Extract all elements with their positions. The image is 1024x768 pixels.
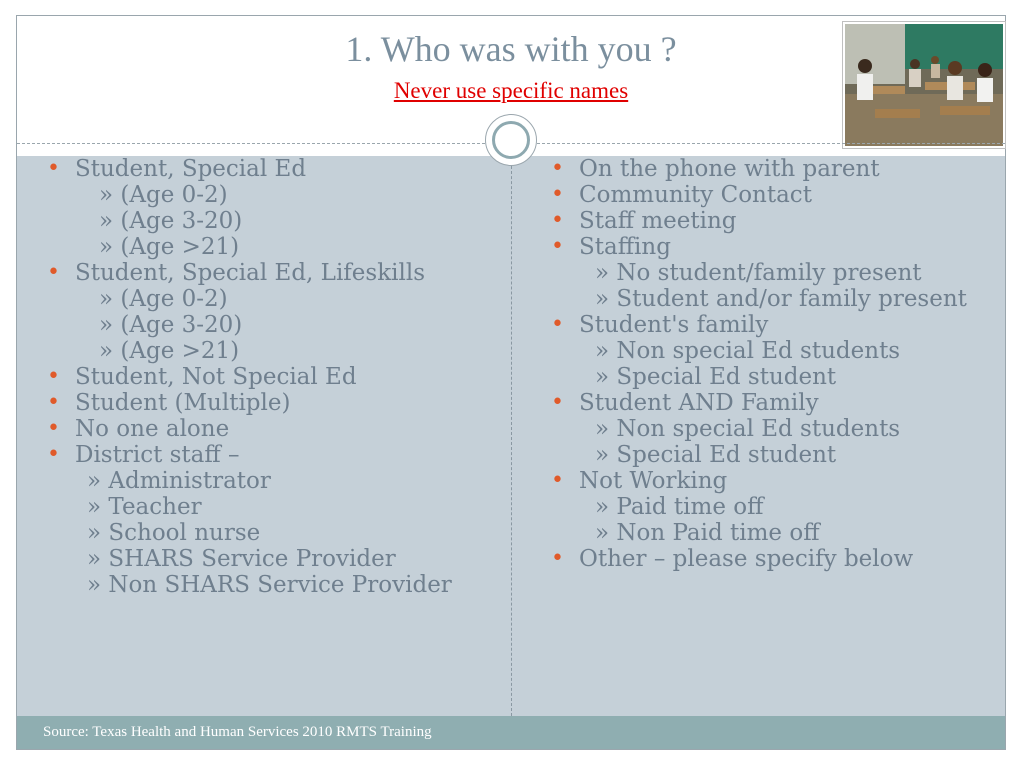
list-item: • Staffing <box>549 234 967 260</box>
slide-frame <box>16 15 1006 750</box>
list-subitem: » Non Paid time off <box>595 520 820 546</box>
list-item: • Student, Special Ed <box>45 156 452 182</box>
list-item: • Student AND Family <box>549 390 967 416</box>
list-subitem: » Teacher <box>87 494 202 520</box>
list-item: • Not Working <box>549 468 967 494</box>
list-item: • Community Contact <box>549 182 967 208</box>
list-item: • Student, Special Ed, Lifeskills <box>45 260 452 286</box>
list-subitem: » No student/family present <box>595 260 922 286</box>
left-column-list <box>45 156 452 598</box>
list-item: • Staff meeting <box>549 208 967 234</box>
list-subitem: » (Age 3-20) <box>99 208 243 234</box>
list-subitem: » Student and/or family present <box>595 286 967 312</box>
list-subitem: » Special Ed student <box>595 442 837 468</box>
classroom-photo <box>843 22 1005 148</box>
list-subitem: » SHARS Service Provider <box>87 546 396 572</box>
slide-title: 1. Who was with you ? <box>345 29 677 69</box>
list-item: • Student's family <box>549 312 967 338</box>
slide-subtitle: Never use specific names <box>393 78 629 103</box>
list-item: • Student, Not Special Ed <box>45 364 452 390</box>
list-subitem: » (Age 0-2) <box>99 182 228 208</box>
list-subitem: » (Age 0-2) <box>99 286 228 312</box>
list-subitem: » Non special Ed students <box>595 416 901 442</box>
list-item: • Other – please specify below <box>549 546 967 572</box>
list-item: • District staff – <box>45 442 452 468</box>
list-subitem: » Administrator <box>87 468 271 494</box>
list-subitem: » Non SHARS Service Provider <box>87 572 452 598</box>
list-subitem: » (Age 3-20) <box>99 312 243 338</box>
right-column-list <box>549 156 967 572</box>
list-item: • On the phone with parent <box>549 156 967 182</box>
list-subitem: » Paid time off <box>595 494 764 520</box>
circle-ornament <box>485 114 537 166</box>
slide-footer <box>17 716 1005 749</box>
column-divider <box>511 156 512 716</box>
list-subitem: » School nurse <box>87 520 261 546</box>
list-item: • No one alone <box>45 416 452 442</box>
list-subitem: » (Age >21) <box>99 338 240 364</box>
list-subitem: » Non special Ed students <box>595 338 901 364</box>
list-subitem: » Special Ed student <box>595 364 837 390</box>
footer-source-text: Source: Texas Health and Human Services 2010 RMTS Training <box>43 724 432 740</box>
list-item: • Student (Multiple) <box>45 390 452 416</box>
list-subitem: » (Age >21) <box>99 234 240 260</box>
